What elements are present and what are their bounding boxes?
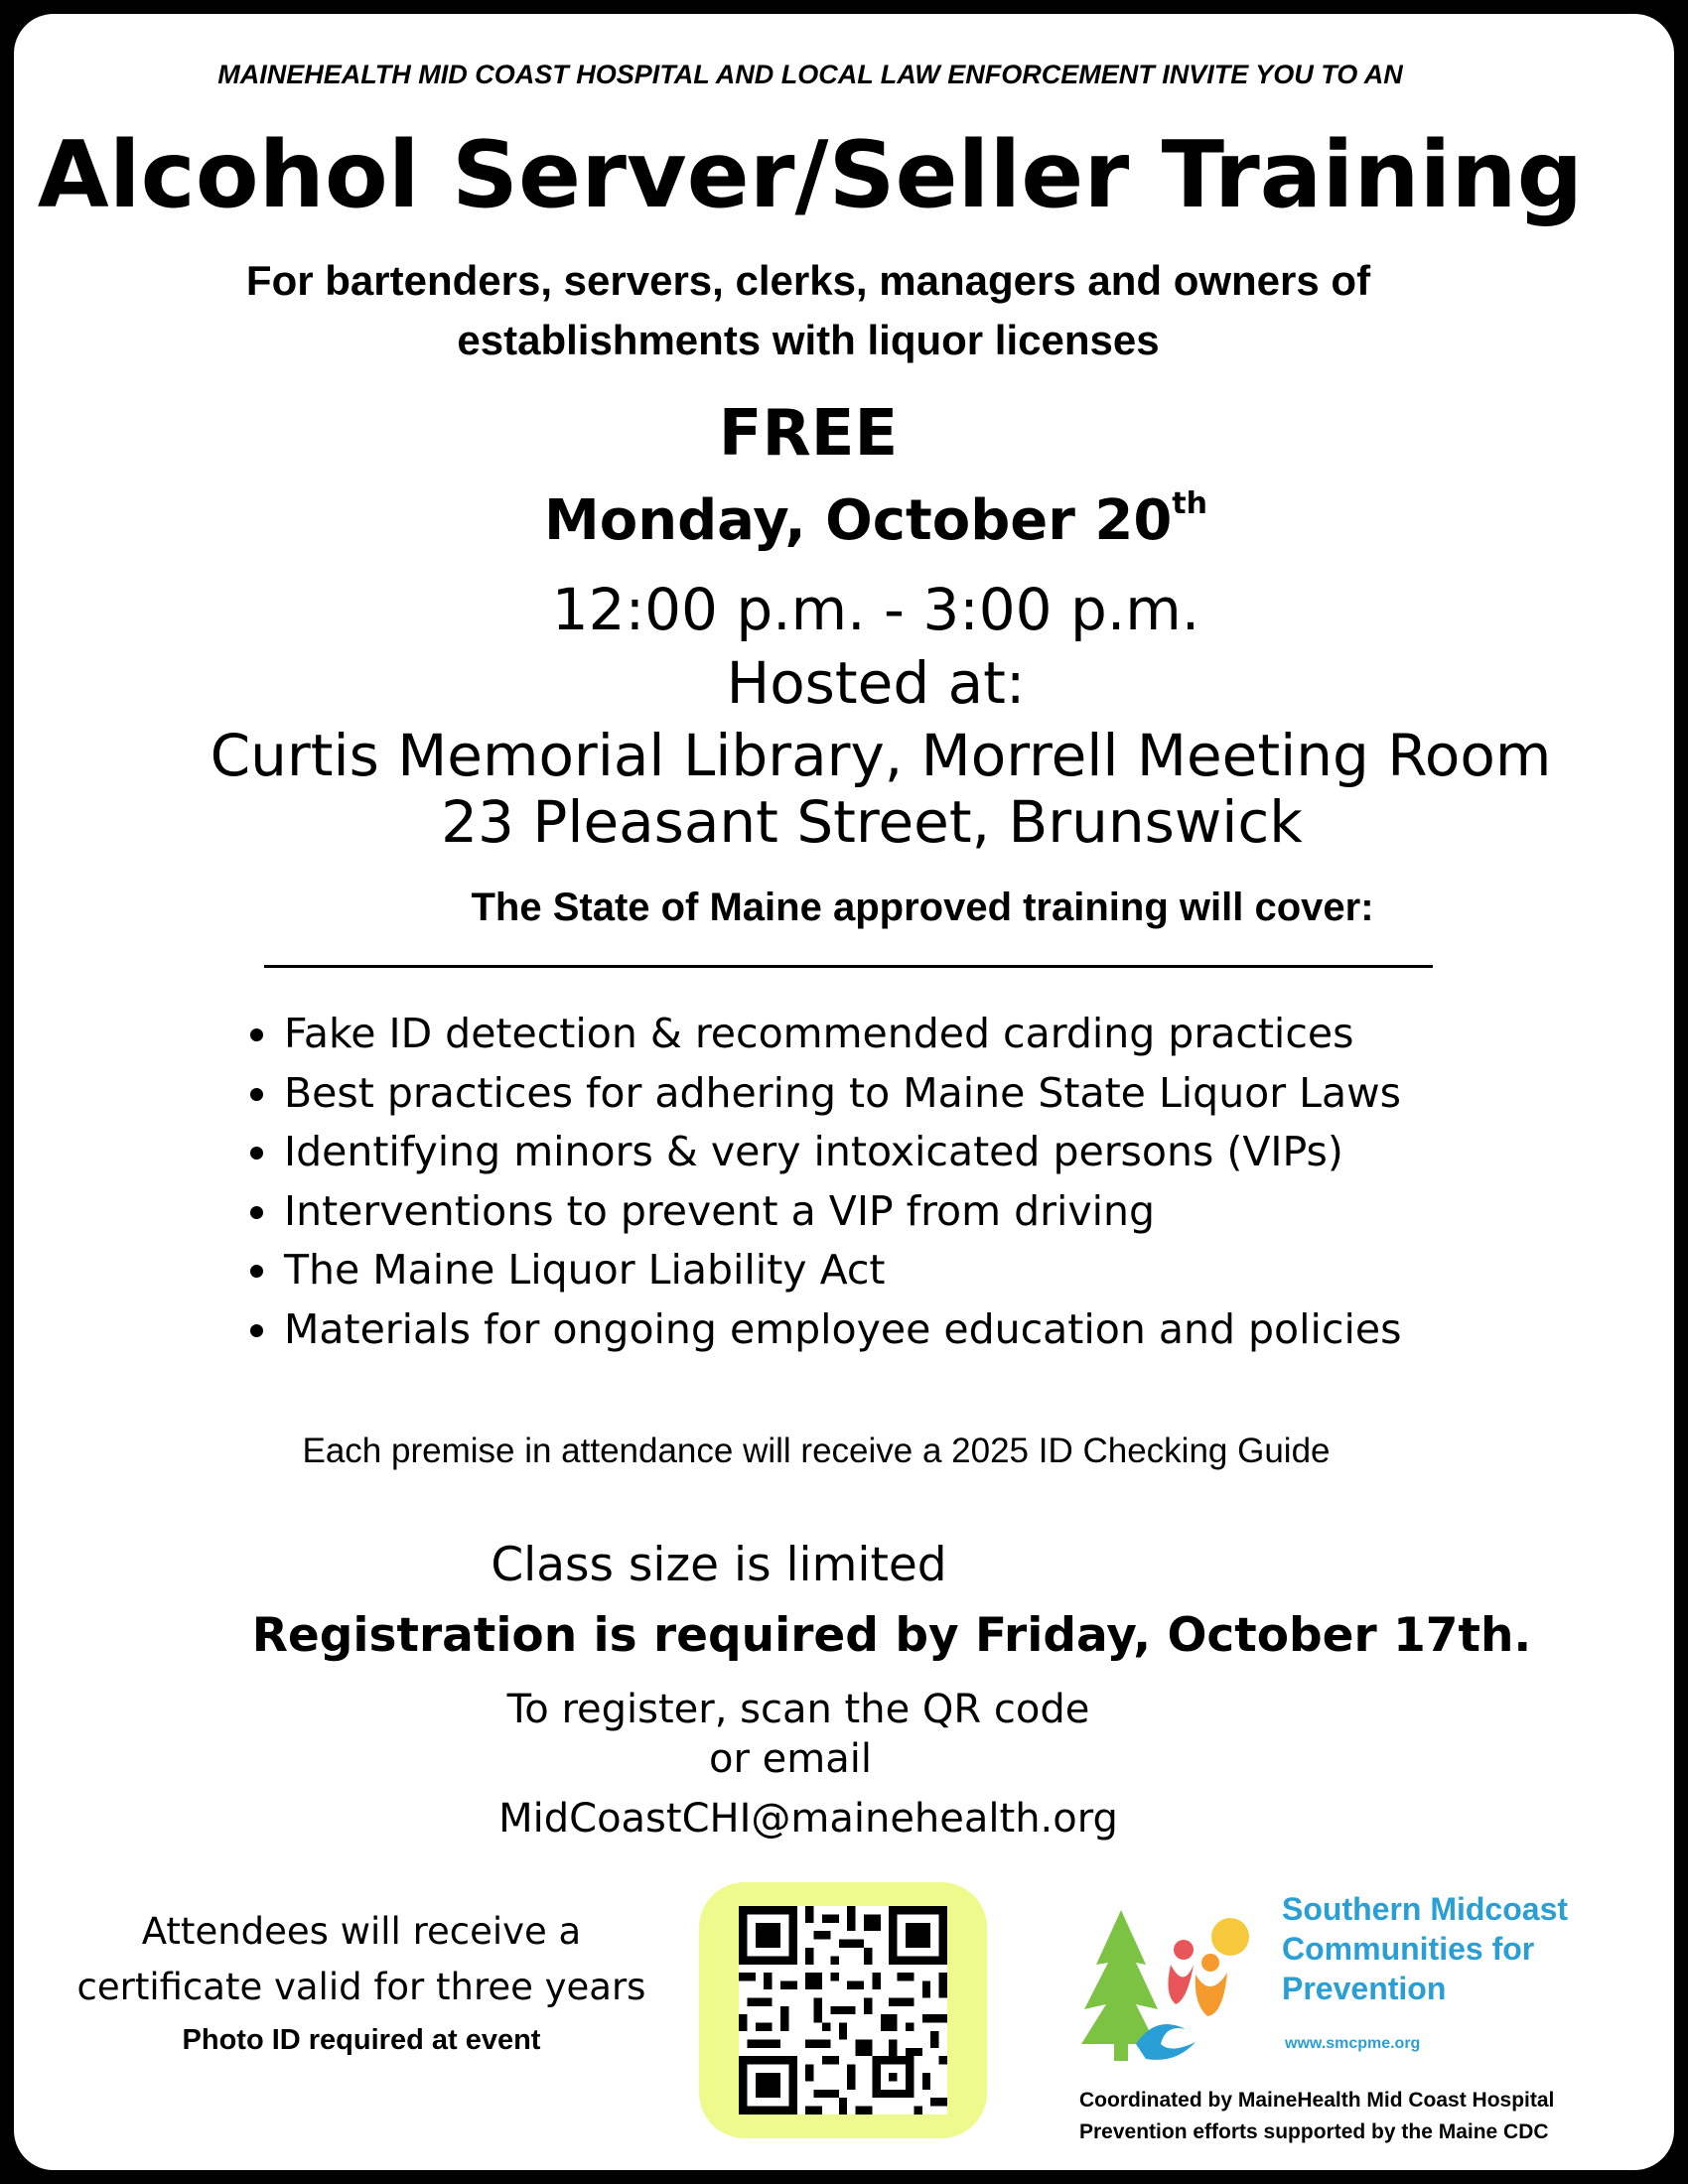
org-name-line-2: Communities for <box>1282 1931 1535 1967</box>
list-item: Best practices for adhering to Maine State Liquor Laws <box>242 1064 1401 1124</box>
registration-deadline: Registration is required by Friday, October 17th. <box>251 1608 1532 1663</box>
page-title: Alcohol Server/Seller Training <box>37 121 1584 228</box>
flyer-frame <box>6 6 1682 2178</box>
class-size-note: Class size is limited <box>491 1538 947 1592</box>
audience-line-1: For bartenders, servers, clerks, managers and owners of <box>245 257 1371 304</box>
audience-line-2: establishments with liquor licenses <box>457 317 1160 363</box>
event-date-text: Monday, October 20 <box>544 488 1173 553</box>
supported-note: Prevention efforts supported by the Maine CDC <box>1079 2120 1549 2143</box>
register-email-link[interactable]: MidCoastCHI@mainehealth.org <box>498 1796 1118 1842</box>
or-email-label: or email <box>709 1736 872 1782</box>
price-label: FREE <box>718 397 899 471</box>
coordinated-note: Coordinated by MaineHealth Mid Coast Hospital <box>1079 2089 1555 2112</box>
prevention-logo-icon <box>1076 1905 1275 2064</box>
list-item: Interventions to prevent a VIP from driving <box>242 1182 1401 1242</box>
venue-name: Curtis Memorial Library, Morrell Meeting Room <box>210 722 1552 789</box>
org-name-line-3: Prevention <box>1282 1971 1447 2006</box>
training-heading: The State of Maine approved training will cover: <box>471 886 1374 929</box>
event-date-suffix: th <box>1172 486 1207 522</box>
certificate-line-2: certificate valid for three years <box>76 1966 646 2008</box>
invite-line: MAINEHEALTH MID COAST HOSPITAL AND LOCAL LAW ENFORCEMENT INVITE YOU TO AN <box>217 60 1403 89</box>
qr-code-icon[interactable] <box>739 1906 947 2115</box>
list-item: Materials for ongoing employee education and policies <box>242 1300 1401 1360</box>
register-instruction: To register, scan the QR code <box>506 1687 1090 1732</box>
event-date <box>32 488 1688 553</box>
list-item: Fake ID detection & recommended carding practices <box>242 1005 1401 1064</box>
event-time: 12:00 p.m. - 3:00 p.m. <box>551 576 1200 643</box>
list-item: Identifying minors & very intoxicated persons (VIPs) <box>242 1123 1401 1182</box>
venue-address: 23 Pleasant Street, Brunswick <box>441 788 1303 856</box>
guide-note: Each premise in attendance will receive a 2025 ID Checking Guide <box>302 1432 1331 1470</box>
topic-list <box>242 1005 1401 1359</box>
org-name-line-1: Southern Midcoast <box>1282 1891 1569 1927</box>
hosted-label: Hosted at: <box>726 649 1026 717</box>
divider <box>264 965 1433 968</box>
certificate-line-1: Attendees will receive a <box>141 1910 582 1953</box>
org-website[interactable]: www.smcpme.org <box>1285 2035 1421 2052</box>
list-item: The Maine Liquor Liability Act <box>242 1241 1401 1300</box>
photo-id-note: Photo ID required at event <box>182 2024 541 2056</box>
